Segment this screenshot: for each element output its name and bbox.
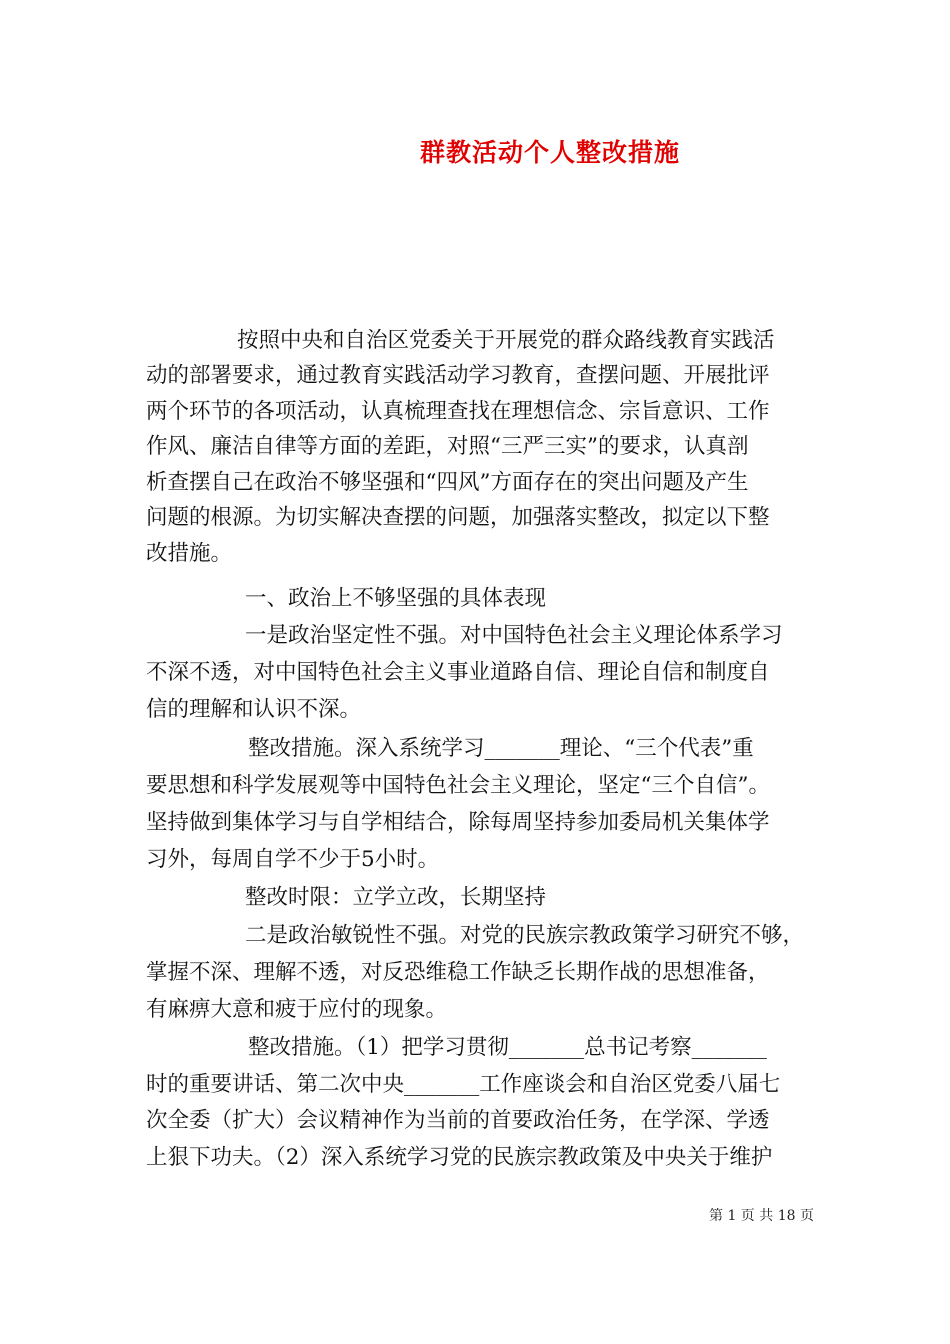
paragraph-line: 析查摆自己在政治不够坚强和“四风”方面存在的突出问题及产生: [146, 470, 749, 495]
paragraph-line: 二是政治敏锐性不强。对党的民族宗教政策学习研究不够，: [245, 923, 805, 948]
paragraph-line: 上狠下功夫。（2）深入系统学习党的民族宗教政策及中央关于维护: [146, 1145, 773, 1170]
paragraph-line: 改措施。: [146, 541, 233, 566]
document-title: 群教活动个人整改措施: [419, 138, 680, 167]
paragraph-line: 按照中央和自治区党委关于开展党的群众路线教育实践活: [237, 328, 775, 353]
paragraph-line: 不深不透，对中国特色社会主义事业道路自信、理论自信和制度自: [146, 660, 770, 685]
paragraph-line: 问题的根源。为切实解决查摆的问题，加强落实整改，拟定以下整: [146, 505, 770, 530]
paragraph-line: 有麻痹大意和疲于应付的现象。: [146, 997, 448, 1022]
paragraph-line: 整改措施。深入系统学习_______理论、“三个代表”重: [248, 736, 754, 761]
paragraph-line: 一是政治坚定性不强。对中国特色社会主义理论体系学习: [245, 623, 783, 648]
paragraph-line: 作风、廉洁自律等方面的差距，对照“三严三实”的要求，认真剖: [146, 434, 749, 459]
paragraph-line: 整改措施。（1）把学习贯彻_______总书记考察_______: [248, 1035, 767, 1060]
paragraph-line: 坚持做到集体学习与自学相结合，除每周坚持参加委局机关集体学: [146, 810, 770, 835]
paragraph-line: 信的理解和认识不深。: [146, 697, 362, 722]
paragraph-line: 整改时限：立学立改，长期坚持: [245, 885, 547, 910]
paragraph-line: 习外，每周自学不少于5小时。: [146, 847, 440, 872]
paragraph-line: 动的部署要求，通过教育实践活动学习教育，查摆问题、开展批评: [146, 363, 770, 388]
section-heading: 一、政治上不够坚强的具体表现: [245, 586, 547, 611]
page-number-footer: 第 1 页 共 18 页: [709, 1208, 814, 1224]
paragraph-line: 要思想和科学发展观等中国特色社会主义理论，坚定“三个自信”。: [146, 773, 770, 798]
paragraph-line: 时的重要讲话、第二次中央_______工作座谈会和自治区党委八届七: [146, 1072, 781, 1097]
paragraph-line: 次全委（扩大）会议精神作为当前的首要政治任务，在学深、学透: [146, 1108, 770, 1133]
paragraph-line: 掌握不深、理解不透，对反恐维稳工作缺乏长期作战的思想准备，: [146, 960, 770, 985]
paragraph-line: 两个环节的各项活动，认真梳理查找在理想信念、宗旨意识、工作: [146, 399, 770, 424]
